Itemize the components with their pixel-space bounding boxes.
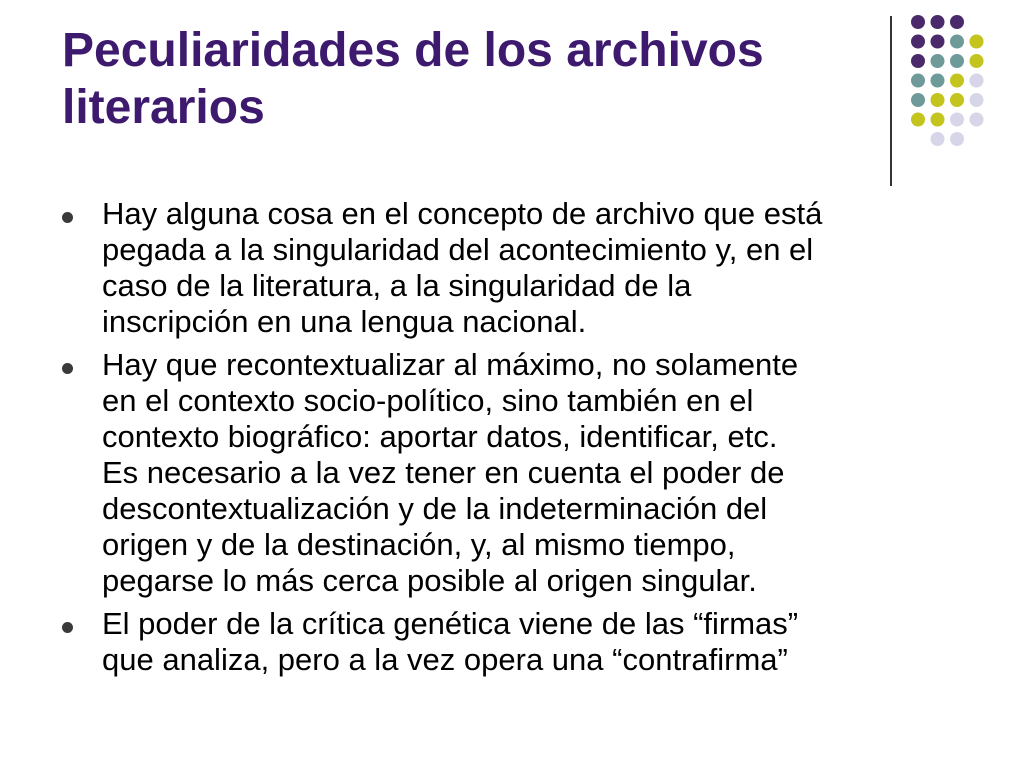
decor-dot-lavender	[970, 113, 984, 127]
decor-dot-teal	[950, 54, 964, 68]
title-divider-line	[890, 16, 892, 186]
decor-dot-lavender	[950, 113, 964, 127]
decor-dot-teal	[950, 35, 964, 49]
decor-dot-lavender	[970, 74, 984, 88]
bullet-dot-icon	[62, 622, 73, 633]
decor-dot-lavender	[950, 132, 964, 146]
slide-title: Peculiaridades de los archivos literarios	[62, 24, 764, 134]
bullet-item	[62, 606, 972, 678]
decor-dot-olive	[931, 113, 945, 127]
decor-dot-purple	[911, 15, 925, 29]
bullet-item	[62, 196, 972, 340]
decor-dot-teal	[931, 54, 945, 68]
decor-dot-purple	[950, 15, 964, 29]
decor-dot-olive	[931, 93, 945, 107]
bullet-dot-icon	[62, 363, 73, 374]
decor-dot-olive	[950, 93, 964, 107]
decor-dot-purple	[911, 35, 925, 49]
decor-dot-lavender	[970, 93, 984, 107]
decor-dot-teal	[911, 93, 925, 107]
decor-dot-lavender	[931, 132, 945, 146]
decor-dot-olive	[911, 113, 925, 127]
decor-dot-olive	[950, 74, 964, 88]
bullet-text: Hay alguna cosa en el concepto de archivo que está pegada a la singularidad del acontecimiento y, en el caso de la literatura, a la singularidad de la inscripción en una lengua nacional.	[102, 196, 823, 339]
decor-dot-purple	[911, 54, 925, 68]
decor-dot-purple	[931, 35, 945, 49]
bullet-item	[62, 347, 972, 599]
decor-dot-teal	[931, 74, 945, 88]
decor-dot-olive	[970, 35, 984, 49]
bullet-dot-icon	[62, 212, 73, 223]
bullet-list	[62, 196, 972, 685]
decor-dot-olive	[970, 54, 984, 68]
decor-dot-purple	[931, 15, 945, 29]
bullet-text: El poder de la crítica genética viene de las “firmas” que analiza, pero a la vez opera una “contrafirma”	[102, 606, 799, 677]
decor-dot-teal	[911, 74, 925, 88]
bullet-text: Hay que recontextualizar al máximo, no solamente en el contexto socio-político, sino también en el contexto biográfico: aportar datos, identificar, etc. Es necesario a la vez tener en cuenta el poder de descontextualización y de la indeterminación del origen y de la destinación, y, al mismo tiempo, pegarse lo más cerca posible al origen singular.	[102, 347, 799, 598]
